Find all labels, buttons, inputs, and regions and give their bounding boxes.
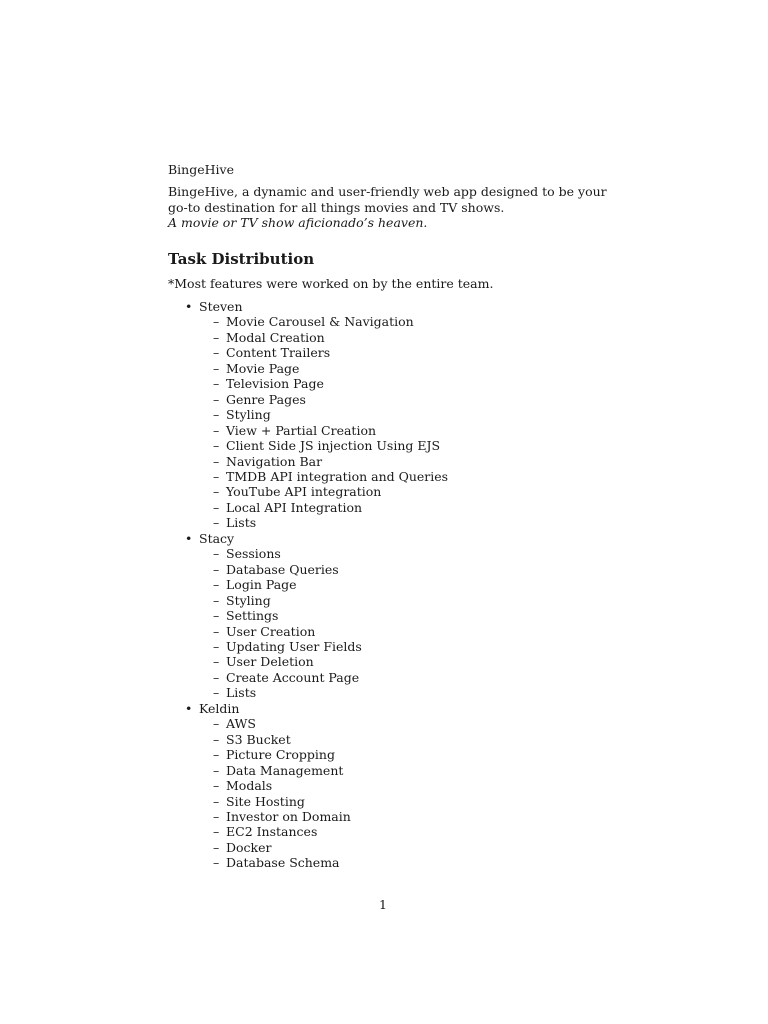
task-label: Local API Integration bbox=[226, 499, 363, 515]
dash-icon: – bbox=[213, 407, 220, 423]
member-list bbox=[168, 299, 448, 871]
member-item-stacy bbox=[168, 531, 448, 701]
dash-icon: – bbox=[213, 422, 220, 438]
document-title: BingeHive bbox=[168, 162, 234, 177]
task-label: Lists bbox=[226, 685, 257, 701]
dash-icon: – bbox=[213, 484, 220, 500]
dash-icon: – bbox=[213, 391, 220, 407]
task-item bbox=[199, 392, 448, 407]
task-label: S3 Bucket bbox=[226, 731, 291, 747]
task-label: Database Queries bbox=[226, 561, 339, 577]
task-label: TMDB API integration and Queries bbox=[226, 468, 449, 484]
bullet-icon: • bbox=[185, 299, 193, 314]
dash-icon: – bbox=[213, 716, 220, 732]
task-item bbox=[199, 407, 448, 422]
dash-icon: – bbox=[213, 839, 220, 855]
task-list bbox=[199, 546, 448, 701]
member-name: Stacy bbox=[199, 530, 235, 546]
task-label: Client Side JS injection Using EJS bbox=[226, 438, 441, 454]
task-item bbox=[199, 314, 448, 329]
task-label: Content Trailers bbox=[226, 345, 331, 361]
bullet-icon: • bbox=[185, 530, 193, 546]
dash-icon: – bbox=[213, 499, 220, 515]
task-item bbox=[199, 824, 448, 839]
dash-icon: – bbox=[213, 824, 220, 840]
dash-icon: – bbox=[213, 731, 220, 747]
task-label: Create Account Page bbox=[226, 669, 360, 685]
member-name: Keldin bbox=[199, 700, 240, 716]
dash-icon: – bbox=[213, 747, 220, 763]
task-label: Television Page bbox=[226, 376, 324, 392]
task-label: Movie Page bbox=[226, 360, 300, 376]
task-label: Sessions bbox=[226, 546, 281, 562]
dash-icon: – bbox=[213, 855, 220, 871]
task-item bbox=[199, 654, 448, 669]
dash-icon: – bbox=[213, 577, 220, 593]
task-item bbox=[199, 500, 448, 515]
task-label: User Creation bbox=[226, 623, 316, 639]
dash-icon: – bbox=[213, 360, 220, 376]
intro-block bbox=[168, 184, 608, 231]
task-label: EC2 Instances bbox=[226, 824, 318, 840]
task-item bbox=[199, 469, 448, 484]
task-item bbox=[199, 454, 448, 469]
dash-icon: – bbox=[213, 515, 220, 531]
task-item bbox=[199, 562, 448, 577]
dash-icon: – bbox=[213, 778, 220, 794]
task-item bbox=[199, 809, 448, 824]
dash-icon: – bbox=[213, 623, 220, 639]
task-label: Navigation Bar bbox=[226, 453, 323, 469]
dash-icon: – bbox=[213, 608, 220, 624]
task-list bbox=[199, 716, 448, 871]
task-list bbox=[199, 314, 448, 530]
task-item bbox=[199, 794, 448, 809]
task-label: AWS bbox=[226, 716, 256, 732]
task-item bbox=[199, 732, 448, 747]
task-item bbox=[199, 423, 448, 438]
task-label: Updating User Fields bbox=[226, 638, 362, 654]
task-item bbox=[199, 624, 448, 639]
dash-icon: – bbox=[213, 762, 220, 778]
dash-icon: – bbox=[213, 345, 220, 361]
task-item bbox=[199, 685, 448, 700]
dash-icon: – bbox=[213, 329, 220, 345]
member-item-steven bbox=[168, 299, 448, 531]
task-label: Investor on Domain bbox=[226, 808, 351, 824]
page-number: 1 bbox=[379, 897, 387, 912]
task-label: View + Partial Creation bbox=[226, 422, 377, 438]
task-item bbox=[199, 577, 448, 592]
task-label: Data Management bbox=[226, 762, 344, 778]
task-item bbox=[199, 376, 448, 391]
task-item bbox=[199, 855, 448, 870]
dash-icon: – bbox=[213, 468, 220, 484]
task-item bbox=[199, 747, 448, 762]
member-name: Steven bbox=[199, 299, 243, 314]
dash-icon: – bbox=[213, 376, 220, 392]
task-label: Settings bbox=[226, 608, 279, 624]
task-label: Genre Pages bbox=[226, 391, 306, 407]
task-label: User Deletion bbox=[226, 654, 314, 670]
dash-icon: – bbox=[213, 438, 220, 454]
tagline: A movie or TV show aficionado’s heaven. bbox=[168, 215, 428, 230]
task-item bbox=[199, 639, 448, 654]
task-item bbox=[199, 840, 448, 855]
task-label: Modal Creation bbox=[226, 329, 325, 345]
task-item bbox=[199, 361, 448, 376]
task-item bbox=[199, 345, 448, 360]
dash-icon: – bbox=[213, 685, 220, 701]
dash-icon: – bbox=[213, 808, 220, 824]
task-item bbox=[199, 330, 448, 345]
member-item-keldin bbox=[168, 701, 448, 871]
task-item bbox=[199, 484, 448, 499]
task-label: Styling bbox=[226, 592, 271, 608]
task-item bbox=[199, 716, 448, 731]
dash-icon: – bbox=[213, 654, 220, 670]
task-label: Picture Cropping bbox=[226, 747, 335, 763]
dash-icon: – bbox=[213, 561, 220, 577]
task-label: Movie Carousel & Navigation bbox=[226, 314, 414, 330]
dash-icon: – bbox=[213, 314, 220, 330]
dash-icon: – bbox=[213, 793, 220, 809]
dash-icon: – bbox=[213, 592, 220, 608]
task-item bbox=[199, 608, 448, 623]
team-note: *Most features were worked on by the entire team. bbox=[168, 276, 494, 291]
dash-icon: – bbox=[213, 453, 220, 469]
bullet-icon: • bbox=[185, 700, 193, 716]
task-label: YouTube API integration bbox=[226, 484, 382, 500]
task-item bbox=[199, 515, 448, 530]
section-heading: Task Distribution bbox=[168, 250, 315, 268]
task-item bbox=[199, 778, 448, 793]
task-label: Docker bbox=[226, 839, 272, 855]
task-label: Database Schema bbox=[226, 855, 340, 871]
task-label: Modals bbox=[226, 778, 273, 794]
task-item bbox=[199, 763, 448, 778]
task-label: Lists bbox=[226, 515, 257, 531]
task-label: Site Hosting bbox=[226, 793, 305, 809]
task-item bbox=[199, 593, 448, 608]
task-item bbox=[199, 546, 448, 561]
intro-text: BingeHive, a dynamic and user-friendly web app designed to be your go-to destination for all things movies and TV shows. bbox=[168, 184, 607, 215]
task-label: Login Page bbox=[226, 577, 297, 593]
dash-icon: – bbox=[213, 546, 220, 562]
task-item bbox=[199, 438, 448, 453]
dash-icon: – bbox=[213, 669, 220, 685]
task-item bbox=[199, 670, 448, 685]
dash-icon: – bbox=[213, 638, 220, 654]
task-label: Styling bbox=[226, 407, 271, 423]
